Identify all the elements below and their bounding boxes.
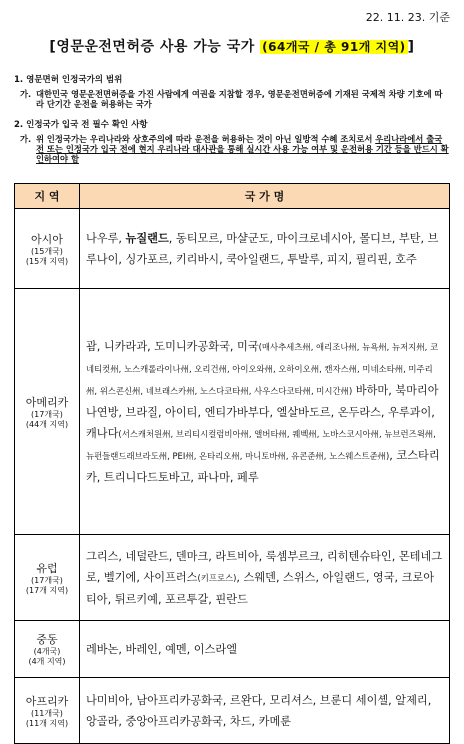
region-nation-count: (17개국) <box>31 575 63 585</box>
countries-table <box>14 183 450 744</box>
region-name: 유럽 <box>36 561 58 575</box>
page-title <box>0 36 464 56</box>
region-name: 아메리카 <box>25 395 69 409</box>
country-list-cell <box>80 621 450 678</box>
table-row <box>15 678 450 744</box>
section1-item-marker: 가. <box>20 89 32 99</box>
region-area-count: (44개 지역) <box>25 419 69 429</box>
country-names: 레바논, 바레인, 예멘, 이스라엘 <box>86 642 238 656</box>
country-names: 바하마, 북마리아나연방, 브라질, 아이티, 엔티가바부다, 엘살바도르, 온두라스, 우루과이, 캐나다 <box>86 383 439 440</box>
header-countries: 국 가 명 <box>80 184 450 209</box>
region-cell <box>15 289 80 535</box>
country-names: , 스웨덴, 스위스, 아일랜드, 영국, 크로아티아, 튀르키예, 포르투갈, 핀란드 <box>86 570 435 606</box>
region-cell <box>15 209 80 289</box>
region-name: 중동 <box>36 633 58 646</box>
region-name: 아시아 <box>31 232 63 246</box>
title-main: [영문운전면허증 사용 가능 국가 <box>49 39 255 55</box>
region-area-count: (15개 지역) <box>25 256 69 266</box>
section2-heading: 2. 인정국가 입국 전 필수 확인 사항 <box>14 120 148 130</box>
region-area-count: (4개 지역) <box>28 657 66 666</box>
country-names: 나미비아, 남아프리카공화국, 르완다, 모리셔스, 브룬디 세이셸, 알제리, 앙골라, 중앙아프리카공화국, 차드, 카메룬 <box>86 693 432 728</box>
table-row <box>15 621 450 678</box>
table-row <box>15 289 450 535</box>
country-names: , 동티모르, 마샬군도, 마이크로네시아, 몰디브, 부탄, 브루나이, 싱가포르, 키리바시, 쿡아일랜드, 투발루, 피지, 필리핀, 호주 <box>86 231 439 266</box>
country-list-cell <box>80 289 450 535</box>
header-region: 지 역 <box>15 184 80 209</box>
section2-item-underlined: 우리나라에서 출국 전 또는 인정국가 입국 전에 현지 우리나라 대사관을 통해 실시간 사용 가능 여부 및 운전허용 기간 등을 반드시 확인하여야 함 <box>36 134 449 164</box>
state-list: (키프로스) <box>197 572 237 583</box>
region-nation-count: (4개국) <box>33 647 61 656</box>
country-names: 뉴질랜드 <box>125 231 169 245</box>
state-list: (매사추세츠州, 애리조나州, 뉴욕州, 뉴저지州, 코네티컷州, 노스캐롤라이나州, 오리건州, 아이오와州, 오하이오州, 캔자스州, 미네소타州, 미주리州, 위스콘신州, 네브래스카州, 노스다코타州, 사우스다코타州, 미시간州) <box>86 341 439 396</box>
region-nation-count: (15개국) <box>31 246 63 256</box>
country-names: , 코스타리카, 트리니다드토바고, 파나마, 페루 <box>86 448 440 484</box>
section2-item-marker: 가. <box>20 134 32 144</box>
section1-heading: 1. 영문면허 인정국가의 범위 <box>14 75 123 85</box>
title-close: ] <box>407 39 415 55</box>
country-names: 괌, 니카라과, 도미니카공화국, 미국 <box>86 339 259 353</box>
section2-item-text: 위 인정국가는 우리나라와 상호주의에 따라 운전을 허용하는 것이 아닌 일방적 수혜 조치로서 <box>36 134 376 144</box>
country-list-cell <box>80 678 450 744</box>
region-area-count: (17개 지역) <box>25 585 69 595</box>
country-names: 그리스, 네덜란드, 덴마크, 라트비아, 룩셈부르크, 리히텐슈타인, 몬테네그로, 벨기에, 사이프러스 <box>86 549 443 584</box>
reference-date: 22. 11. 23. 기준 <box>365 11 450 24</box>
table-row <box>15 209 450 289</box>
region-area-count: (11개 지역) <box>25 718 69 728</box>
section1-item <box>20 89 450 109</box>
table-row <box>15 535 450 621</box>
region-cell <box>15 621 80 678</box>
state-list: (서스캐처원州, 브리티시컬럼비아州, 앨버타州, 퀘벡州, 노바스코시아州, 뉴브런즈윅州, 뉴펀들랜드래브라도州, PEI州, 온타리오州, 마니토바州, 유콘준州, 노스웨스트준州) <box>86 428 436 461</box>
section2-item-body <box>36 134 450 164</box>
country-list-cell <box>80 209 450 289</box>
table-body <box>15 209 450 744</box>
section1-item-text: 대한민국 영문운전면허증을 가진 사람에게 여권을 지참할 경우, 영문운전면허증에 기재된 국제적 차량 기호에 따라 단기간 운전을 허용하는 국가 <box>36 89 443 109</box>
country-names: 나우루, <box>86 231 126 245</box>
region-cell <box>15 678 80 744</box>
country-list-cell <box>80 535 450 621</box>
section2-item <box>20 134 450 164</box>
table-header-row <box>15 184 450 209</box>
region-cell <box>15 535 80 621</box>
region-nation-count: (17개국) <box>31 409 63 419</box>
region-nation-count: (11개국) <box>31 708 63 718</box>
title-highlight: (64개국 / 총 91개 지역) <box>262 40 406 54</box>
region-name: 아프리카 <box>25 694 69 708</box>
